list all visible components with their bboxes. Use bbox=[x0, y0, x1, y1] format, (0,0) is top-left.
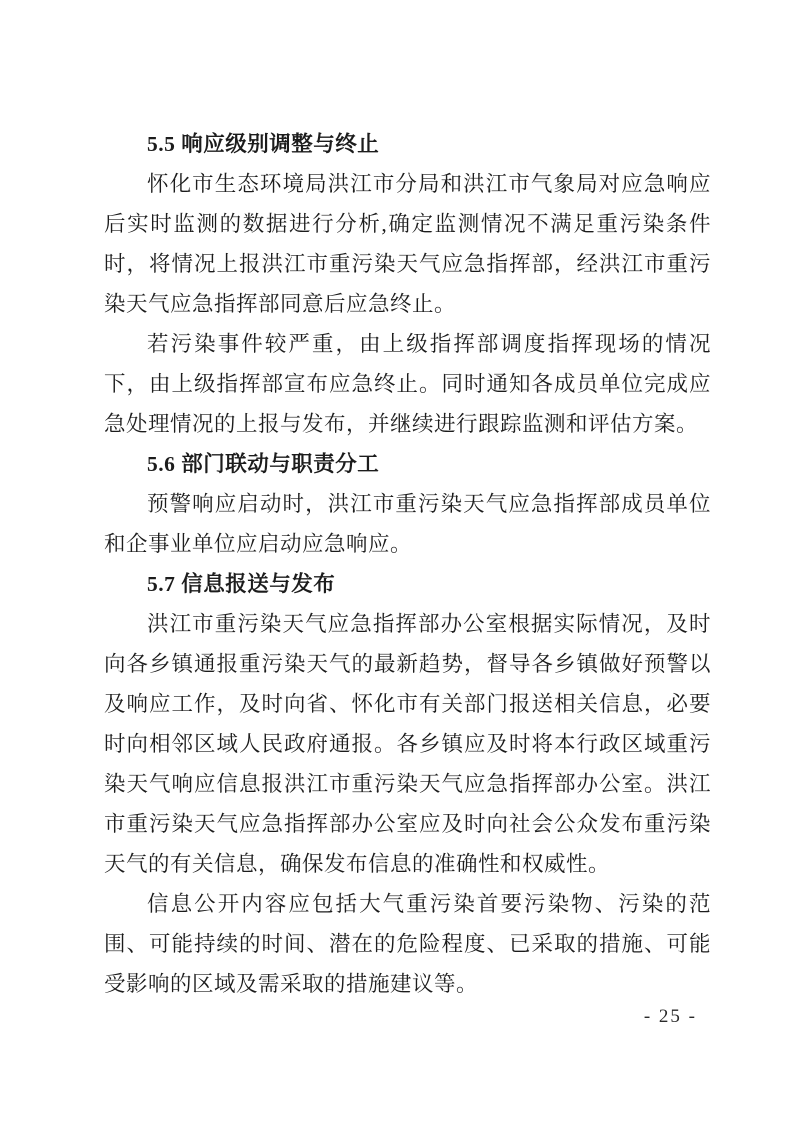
paragraph-department-linkage: 预警响应启动时，洪江市重污染天气应急指挥部成员单位和企事业单位应启动应急响应。 bbox=[104, 492, 711, 556]
paragraph-response-adjustment-2: 若污染事件较严重，由上级指挥部调度指挥现场的情况下，由上级指挥部宣布应急终止。同时通知各成员单位完成应急处理情况的上报与发布，并继续进行跟踪监测和评估方案。 bbox=[104, 332, 711, 436]
paragraph-information-reporting: 洪江市重污染天气应急指挥部办公室根据实际情况，及时向各乡镇通报重污染天气的最新趋势，督导各乡镇做好预警以及响应工作，及时向省、怀化市有关部门报送相关信息，必要时向相邻区域人民政府通报。各乡镇应及时将本行政区域重污染天气响应信息报洪江市重污染天气应急指挥部办公室。洪江市重污染天气应急指挥部办公室应及时向社会公众发布重污染天气的有关信息，确保发布信息的准确性和权威性。 bbox=[104, 612, 711, 876]
document-content bbox=[104, 124, 711, 1004]
section-heading-5-5: 5.5 响应级别调整与终止 bbox=[147, 132, 380, 156]
paragraph-information-disclosure: 信息公开内容应包括大气重污染首要污染物、污染的范围、可能持续的时间、潜在的危险程度、已采取的措施、可能受影响的区域及需采取的措施建议等。 bbox=[104, 892, 711, 996]
page-number: - 25 - bbox=[643, 1006, 697, 1027]
section-heading-5-6: 5.6 部门联动与职责分工 bbox=[147, 452, 380, 476]
paragraph-response-adjustment-1: 怀化市生态环境局洪江市分局和洪江市气象局对应急响应后实时监测的数据进行分析,确定监测情况不满足重污染条件时，将情况上报洪江市重污染天气应急指挥部，经洪江市重污染天气应急指挥部同意后应急终止。 bbox=[104, 172, 711, 316]
section-heading-5-7: 5.7 信息报送与发布 bbox=[147, 572, 336, 596]
